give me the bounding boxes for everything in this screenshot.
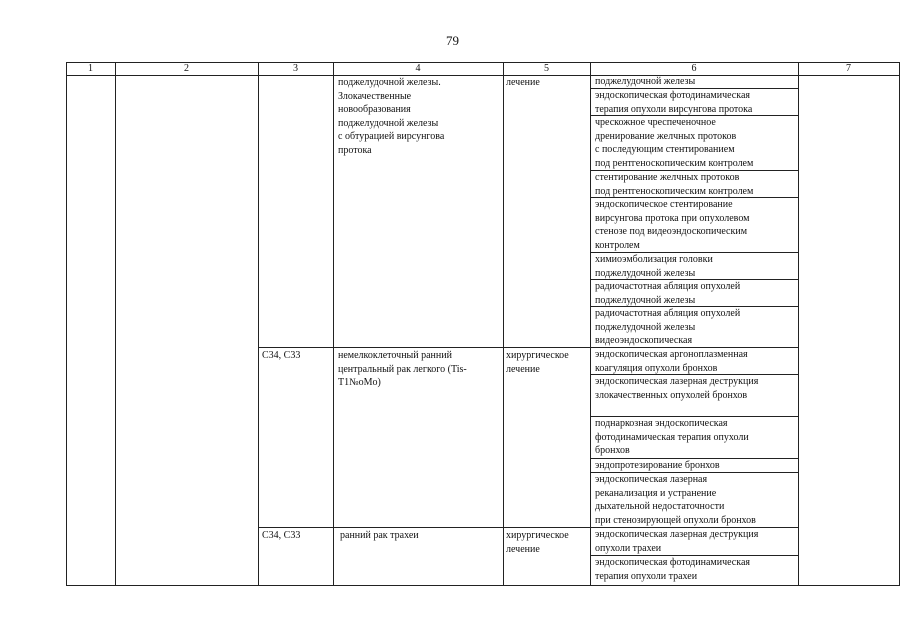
row-separator-2 bbox=[258, 527, 590, 528]
col-line-0 bbox=[66, 62, 67, 586]
text-line: немелкоклеточный ранний bbox=[338, 350, 452, 361]
header-bottom-border bbox=[66, 75, 900, 76]
diagnosis-cell bbox=[338, 76, 444, 158]
text-line: стенозе под видеоэндоскопическим bbox=[595, 226, 748, 238]
col-line-5 bbox=[590, 62, 591, 586]
method-cell bbox=[595, 528, 758, 555]
text-line: лечение bbox=[506, 77, 540, 88]
text-line: эндоскопическая лазерная деструкция bbox=[595, 376, 759, 387]
text-line: протока bbox=[338, 144, 372, 156]
col-line-2 bbox=[258, 62, 259, 586]
method-cell bbox=[595, 116, 753, 170]
text-line: эндоскопическая фотодинамическая bbox=[595, 90, 750, 101]
diagnosis-cell bbox=[338, 349, 467, 390]
text-line: контролем bbox=[595, 239, 640, 251]
text-line: терапия опухоли трахеи bbox=[595, 570, 698, 582]
treatment-type-cell bbox=[506, 529, 569, 556]
header-col-7: 7 bbox=[846, 63, 851, 74]
text-line: поджелудочной железы bbox=[595, 267, 696, 279]
text-line: под рентгеноскопическим контролем bbox=[595, 185, 754, 197]
method-cell bbox=[595, 75, 695, 89]
row-separator-1 bbox=[258, 347, 590, 348]
col-line-1 bbox=[115, 62, 116, 586]
text-line: C34, C33 bbox=[262, 530, 301, 541]
text-line: с последующим стентированием bbox=[595, 144, 735, 156]
method-cell bbox=[595, 280, 740, 307]
text-line: Злокачественные bbox=[338, 90, 412, 102]
col-line-7 bbox=[899, 62, 900, 586]
text-line: эндоскопическое стентирование bbox=[595, 199, 733, 210]
method-cell bbox=[595, 198, 749, 252]
text-line: терапия опухоли вирсунгова протока bbox=[595, 103, 753, 115]
text-line: центральный рак легкого (Tis- bbox=[338, 363, 467, 375]
text-line: эндоскопическая лазерная деструкция bbox=[595, 529, 759, 540]
text-line: поджелудочной железы bbox=[595, 321, 696, 333]
text-line: злокачественных опухолей бронхов bbox=[595, 389, 748, 401]
col-line-3 bbox=[333, 62, 334, 586]
icd-code-cell bbox=[262, 349, 300, 363]
text-line: радиочастотная абляция опухолей bbox=[595, 281, 741, 292]
text-line: новообразования bbox=[338, 104, 411, 116]
method-cell bbox=[595, 171, 753, 198]
text-line: T1№oMo) bbox=[338, 377, 381, 389]
method-cell bbox=[595, 459, 720, 473]
text-line: опухоли трахеи bbox=[595, 542, 662, 554]
header-col-2: 2 bbox=[184, 63, 189, 74]
text-line: поджелудочной железы bbox=[595, 294, 696, 306]
text-line: под рентгеноскопическим контролем bbox=[595, 157, 754, 169]
text-line: химиоэмболизация головки bbox=[595, 254, 713, 265]
method-cell bbox=[595, 89, 752, 116]
method-cell bbox=[595, 417, 749, 458]
table-bottom-border bbox=[66, 585, 900, 586]
text-line: поджелудочной железы bbox=[338, 117, 439, 129]
col-line-4 bbox=[503, 62, 504, 586]
method-cell bbox=[595, 556, 750, 583]
text-line: хирургическое bbox=[506, 350, 569, 361]
text-line: бронхов bbox=[595, 445, 630, 457]
method-cell bbox=[595, 253, 713, 280]
header-col-3: 3 bbox=[293, 63, 298, 74]
page-number: 79 bbox=[446, 33, 459, 48]
header-col-1: 1 bbox=[88, 63, 93, 74]
col-line-6 bbox=[798, 62, 799, 586]
text-line: видеоэндоскопическая bbox=[595, 335, 693, 347]
text-line: эндопротезирование бронхов bbox=[595, 460, 720, 471]
method-cell bbox=[595, 348, 748, 375]
text-line: поджелудочной железы bbox=[595, 76, 696, 87]
text-line: радиочастотная абляция опухолей bbox=[595, 308, 741, 319]
text-line: C34, C33 bbox=[262, 350, 301, 361]
text-line: лечение bbox=[506, 543, 540, 555]
text-line: коагуляция опухоли бронхов bbox=[595, 362, 718, 374]
method-cell bbox=[595, 307, 740, 348]
method-cell bbox=[595, 473, 756, 527]
text-line: дренирование желчных протоков bbox=[595, 130, 737, 142]
text-line: хирургическое bbox=[506, 530, 569, 541]
header-col-4: 4 bbox=[415, 63, 421, 74]
treatment-type-cell bbox=[506, 76, 540, 90]
text-line: эндоскопическая лазерная bbox=[595, 474, 708, 485]
text-line: поднаркозная эндоскопическая bbox=[595, 418, 728, 429]
text-line: эндоскопическая фотодинамическая bbox=[595, 557, 750, 568]
treatment-type-cell bbox=[506, 349, 569, 376]
text-line: эндоскопическая аргоноплазменная bbox=[595, 349, 748, 360]
text-line: стентирование желчных протоков bbox=[595, 172, 740, 183]
method-cell bbox=[595, 375, 758, 402]
text-line: поджелудочной железы. bbox=[338, 77, 441, 88]
text-line: дыхательной недостаточности bbox=[595, 501, 725, 513]
text-line: с обтурацией вирсунгова bbox=[338, 131, 445, 143]
text-line: вирсунгова протока при опухолевом bbox=[595, 212, 750, 224]
text-line: реканализация и устранение bbox=[595, 487, 717, 499]
header-col-5: 5 bbox=[544, 63, 549, 74]
diagnosis-cell bbox=[340, 529, 419, 543]
text-line: чрескожное чреспеченочное bbox=[595, 117, 716, 128]
icd-code-cell bbox=[262, 529, 300, 543]
header-col-6: 6 bbox=[691, 63, 697, 74]
text-line: ранний рак трахеи bbox=[340, 530, 419, 541]
text-line: при стенозирующей опухоли бронхов bbox=[595, 514, 756, 526]
text-line: лечение bbox=[506, 363, 540, 375]
text-line: фотодинамическая терапия опухоли bbox=[595, 431, 749, 443]
